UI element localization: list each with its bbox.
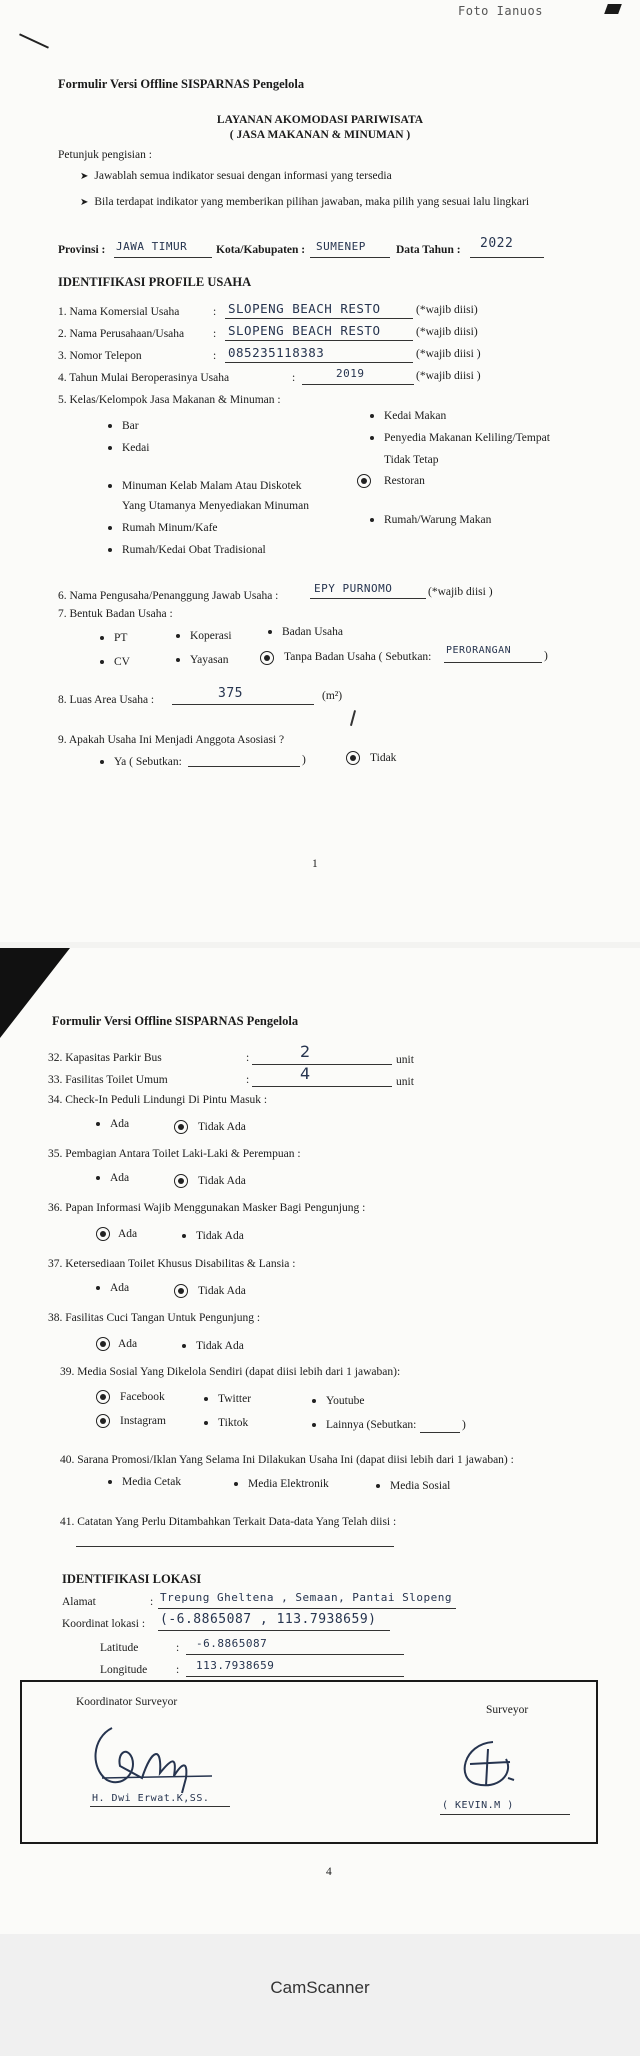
media-tiktok: Tiktok	[204, 1417, 248, 1429]
coordinator-name: H. Dwi Erwat.K,SS.	[92, 1793, 210, 1804]
longitude-label: Longitude	[100, 1664, 148, 1676]
selected-circle-icon	[96, 1227, 110, 1241]
option-penyedia-cont: Tidak Tetap	[384, 454, 439, 466]
field-2-value: SLOPENG BEACH RESTO	[228, 323, 381, 338]
coords-label: Koordinat lokasi :	[62, 1618, 146, 1630]
option-kedai: Kedai	[108, 442, 149, 454]
q33-value: 4	[300, 1064, 311, 1083]
q32-value: 2	[300, 1042, 311, 1061]
instructions-label: Petunjuk pengisian :	[58, 149, 152, 161]
field-8-value: 375	[218, 686, 243, 701]
field-3-label: 3. Nomor Telepon	[58, 350, 142, 362]
field-4-label: 4. Tahun Mulai Beroperasinya Usaha	[58, 372, 230, 384]
field-1-value: SLOPENG BEACH RESTO	[228, 301, 381, 316]
selected-circle-icon	[260, 651, 274, 665]
latitude-value: -6.8865087	[196, 1637, 268, 1650]
option-pt: PT	[100, 632, 127, 644]
option-obat: Rumah/Kedai Obat Tradisional	[108, 544, 266, 556]
q38-tidak-ada: Tidak Ada	[182, 1340, 244, 1352]
selected-circle-icon	[174, 1174, 188, 1188]
option-klub-cont: Yang Utamanya Menyediakan Minuman	[122, 500, 309, 512]
field-5-label: 5. Kelas/Kelompok Jasa Makanan & Minuman :	[58, 394, 281, 406]
selected-circle-icon	[174, 1120, 188, 1134]
form-title-2: Formulir Versi Offline SISPARNAS Pengelola	[52, 1014, 299, 1028]
form-page-1: Foto Ianuos Formulir Versi Offline SISPARNAS Pengelola LAYANAN AKOMODASI PARIWISATA ( JASA MAKANAN & MINUMAN ) Petunjuk pengisian : ➤ Jawablah semua indikator sesuai dengan informasi yang tersedia ➤ Bila terdapat indikator yang memberikan pilihan jawaban, maka pilih yang sesuai lalu lingkari Provinsi : JAWA TIMUR Kota/Kabupaten : SUMENEP Data Tahun : 2022 IDENTIFIKASI PROFILE USAHA 1. Nama Komersial Usaha : SLOPENG BEACH RESTO (*wajib diisi) 2. Nama Perusahaan/Usaha : SLOPENG BEACH RESTO (*wajib diisi) 3. Nomor Telepon : 085235118383 (*wajib diisi ) 4. Tahun Mulai Beroperasinya Usaha : 2019 (*wajib diisi ) 5. Kelas/Kelompok Jasa Makanan & Minuman : Bar Kedai Kedai Makan Penyedia Makanan Keliling/Tempat Tidak Tetap Minuman Kelab Malam Atau Diskotek Yang Utamanya Menyediakan Minuman Restoran Rumah Minum/Kafe Rumah/Warung Makan Rumah/Kedai Obat Tradisional 6. Nama Pengusaha/Penanggung Jawab Usaha : EPY PURNOMO (*wajib diisi ) 7. Bentuk Badan Usaha : PT Koperasi Badan Usaha CV Yayasan Tanpa Badan Usaha ( Sebutkan: PERORANGAN ) 8. Luas Area Usaha : 375 (m²) 9. Apakah Usaha Ini Menjadi Anggota Asosiasi ? Ya ( Sebutkan: ) Tidak 1	[0, 0, 640, 942]
media-lainnya: Lainnya (Sebutkan:	[312, 1419, 416, 1431]
year-label: Data Tahun :	[396, 244, 461, 256]
field-6-value: EPY PURNOMO	[314, 582, 393, 595]
field-8-unit: (m²)	[322, 690, 343, 702]
field-4-required: (*wajib diisi )	[416, 370, 481, 382]
coordinator-signature-icon	[82, 1718, 232, 1798]
longitude-value: 113.7938659	[196, 1659, 275, 1672]
media-twitter: Twitter	[204, 1393, 251, 1405]
instruction-1: ➤ Jawablah semua indikator sesuai dengan informasi yang tersedia	[80, 170, 392, 182]
scanner-footer	[0, 1934, 640, 2056]
field-2-required: (*wajib diisi)	[416, 326, 478, 338]
q37-tidak-ada: Tidak Ada	[198, 1285, 246, 1297]
option-bar: Bar	[108, 420, 139, 432]
q33-unit: unit	[396, 1076, 414, 1088]
form-title: Formulir Versi Offline SISPARNAS Pengelola	[58, 77, 305, 91]
option-klub: Minuman Kelab Malam Atau Diskotek	[108, 480, 302, 492]
location-section-title: IDENTIFIKASI LOKASI	[62, 1572, 202, 1586]
surveyor-label: Surveyor	[486, 1704, 529, 1716]
q38-ada: Ada	[118, 1338, 138, 1350]
option-cv: CV	[100, 656, 130, 668]
selected-circle-icon	[346, 751, 360, 765]
field-6-label: 6. Nama Pengusaha/Penanggung Jawab Usaha :	[58, 590, 279, 602]
province-value: JAWA TIMUR	[116, 240, 188, 253]
instruction-2: ➤ Bila terdapat indikator yang memberikan pilihan jawaban, maka pilih yang sesuai lalu lingkari	[80, 196, 530, 208]
q34-ada: Ada	[96, 1118, 129, 1130]
q41-label: 41. Catatan Yang Perlu Ditambahkan Terkait Data-data Yang Telah diisi :	[60, 1516, 397, 1528]
field-8-label: 8. Luas Area Usaha :	[58, 694, 155, 706]
option-rumah-minum: Rumah Minum/Kafe	[108, 522, 218, 534]
field-9-label: 9. Apakah Usaha Ini Menjadi Anggota Asosiasi ?	[58, 734, 285, 746]
q33-label: 33. Fasilitas Toilet Umum	[48, 1074, 168, 1086]
corner-mark-icon	[604, 4, 622, 14]
q34-label: 34. Check-In Peduli Lindungi Di Pintu Masuk :	[48, 1094, 268, 1106]
doc-title-2: ( JASA MAKANAN & MINUMAN )	[229, 129, 411, 141]
address-value: Trepung Gheltena , Semaan, Pantai Slopeng	[160, 1591, 453, 1604]
option-ya: Ya ( Sebutkan:	[100, 756, 182, 768]
pen-mark-icon	[350, 710, 356, 726]
surveyor-name: ( KEVIN.M )	[442, 1800, 514, 1811]
latitude-label: Latitude	[100, 1642, 139, 1654]
field-3-required: (*wajib diisi )	[416, 348, 481, 360]
year-value: 2022	[480, 236, 514, 251]
option-rumah-makan: Rumah/Warung Makan	[370, 514, 491, 526]
doc-title-1: LAYANAN AKOMODASI PARIWISATA	[216, 114, 424, 126]
promo-cetak: Media Cetak	[108, 1476, 181, 1488]
promo-elektronik: Media Elektronik	[234, 1478, 329, 1490]
field-2-label: 2. Nama Perusahaan/Usaha	[58, 328, 185, 340]
promo-sosial: Media Sosial	[376, 1480, 450, 1492]
field-1-required: (*wajib diisi)	[416, 304, 478, 316]
city-value: SUMENEP	[316, 240, 366, 253]
coordinator-label: Koordinator Surveyor	[76, 1696, 178, 1708]
q37-label: 37. Ketersediaan Toilet Khusus Disabilitas & Lansia :	[48, 1258, 296, 1270]
selected-circle-icon	[96, 1414, 110, 1428]
option-badan-usaha: Badan Usaha	[268, 626, 343, 638]
selected-circle-icon	[96, 1337, 110, 1351]
field-4-value: 2019	[336, 367, 365, 380]
surveyor-signature-icon	[448, 1734, 528, 1794]
q38-label: 38. Fasilitas Cuci Tangan Untuk Pengunjung :	[48, 1312, 261, 1324]
province-label: Provinsi :	[58, 244, 106, 256]
page-number-2: 4	[326, 1866, 332, 1878]
option-koperasi: Koperasi	[176, 630, 232, 642]
selected-circle-icon	[96, 1390, 110, 1404]
q36-label: 36. Papan Informasi Wajib Menggunakan Masker Bagi Pengunjung :	[48, 1202, 366, 1214]
q36-ada: Ada	[118, 1228, 138, 1240]
option-restoran: Restoran	[384, 475, 425, 487]
page-number: 1	[312, 858, 318, 870]
option-kedai-makan: Kedai Makan	[370, 410, 446, 422]
camscanner-watermark: CamScanner	[270, 1978, 370, 1997]
q40-label: 40. Sarana Promosi/Iklan Yang Selama Ini Dilakukan Usaha Ini (dapat diisi lebih dari 1 jawaban) :	[60, 1454, 514, 1466]
field-1-label: 1. Nama Komersial Usaha	[58, 306, 180, 318]
option-penyedia: Penyedia Makanan Keliling/Tempat	[370, 432, 550, 444]
header-scribble: Foto Ianuos	[458, 4, 543, 18]
field-6-required: (*wajib diisi )	[428, 586, 493, 598]
selected-circle-icon	[357, 474, 371, 488]
q35-tidak-ada: Tidak Ada	[198, 1175, 246, 1187]
q35-ada: Ada	[96, 1172, 129, 1184]
media-facebook: Facebook	[120, 1391, 165, 1403]
q36-tidak-ada: Tidak Ada	[182, 1230, 244, 1242]
option-tanpa-value: PERORANGAN	[446, 645, 512, 656]
field-3-value: 085235118383	[228, 345, 325, 360]
q32-label: 32. Kapasitas Parkir Bus	[48, 1052, 162, 1064]
city-label: Kota/Kabupaten :	[216, 244, 306, 256]
option-tidak: Tidak	[370, 752, 397, 764]
media-instagram: Instagram	[120, 1415, 166, 1427]
option-tanpa-badan: Tanpa Badan Usaha ( Sebutkan:	[284, 651, 432, 663]
selected-circle-icon	[174, 1284, 188, 1298]
q32-unit: unit	[396, 1054, 414, 1066]
pen-mark-icon	[19, 33, 49, 48]
address-label: Alamat	[62, 1596, 96, 1608]
field-7-label: 7. Bentuk Badan Usaha :	[58, 608, 173, 620]
q34-tidak-ada: Tidak Ada	[198, 1121, 246, 1133]
q39-label: 39. Media Sosial Yang Dikelola Sendiri (dapat diisi lebih dari 1 jawaban):	[60, 1366, 401, 1378]
form-page-4: Formulir Versi Offline SISPARNAS Pengelola 32. Kapasitas Parkir Bus : 2 unit 33. Fasilitas Toilet Umum : 4 unit 34. Check-In Peduli Lindungi Di Pintu Masuk : Ada Tidak Ada 35. Pembagian Antara Toilet Laki-Laki & Perempuan : Ada Tidak Ada 36. Papan Informasi Wajib Menggunakan Masker Bagi Pengunjung : Ada Tidak Ada 37. Ketersediaan Toilet Khusus Disabilitas & Lansia : Ada Tidak Ada 38. Fasilitas Cuci Tangan Untuk Pengunjung : Ada Tidak Ada 39. Media Sosial Yang Dikelola Sendiri (dapat diisi lebih dari 1 jawaban): Facebook Twitter Youtube Instagram Tiktok Lainnya (Sebutkan: ) 40. Sarana Promosi/Iklan Yang Selama Ini Dilakukan Usaha Ini (dapat diisi lebih dari 1 jawaban) : Media Cetak Media Elektronik Media Sosial 41. Catatan Yang Perlu Ditambahkan Terkait Data-data Yang Telah diisi : IDENTIFIKASI LOKASI Alamat : Trepung Gheltena , Semaan, Pantai Slopeng Koordinat lokasi : (-6.8865087 , 113.7938659) Latitude : -6.8865087 Longitude : 113.7938659 Koordinator Surveyor Surveyor H. Dwi Erwat.K,SS. ( KEVIN.M ) 4	[0, 948, 640, 1934]
media-youtube: Youtube	[312, 1395, 364, 1407]
option-yayasan: Yayasan	[176, 654, 228, 666]
q35-label: 35. Pembagian Antara Toilet Laki-Laki & Perempuan :	[48, 1148, 301, 1160]
q37-ada: Ada	[96, 1282, 129, 1294]
coords-value: (-6.8865087 , 113.7938659)	[160, 1612, 377, 1627]
section-title: IDENTIFIKASI PROFILE USAHA	[58, 275, 252, 289]
